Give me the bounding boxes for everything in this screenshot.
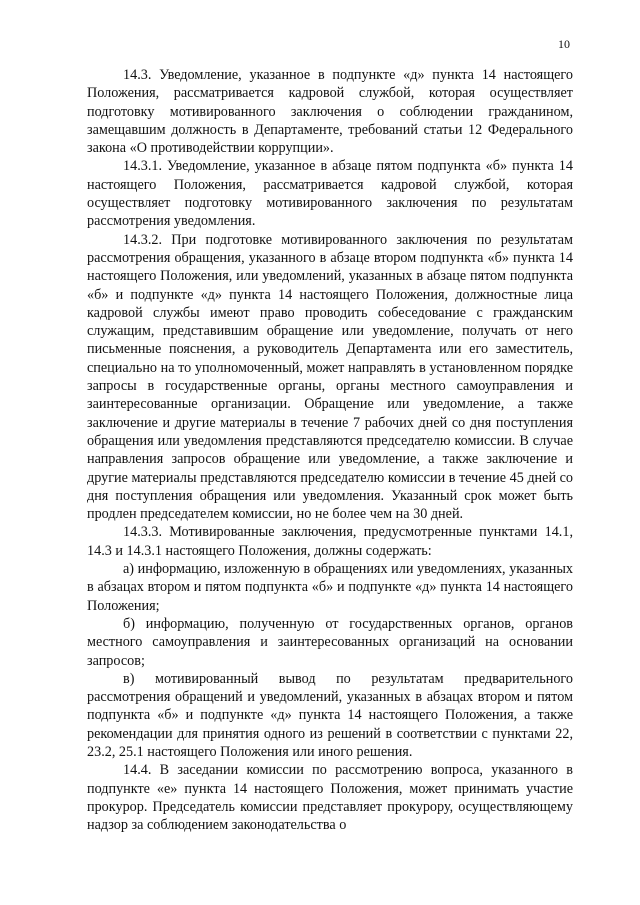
paragraph-14-3-3: 14.3.3. Мотивированные заключения, предусмотренные пунктами 14.1, 14.3 и 14.3.1 настоящего Положения, должны содержать: bbox=[87, 524, 573, 559]
paragraph-14-3-1: 14.3.1. Уведомление, указанное в абзаце пятом подпункта «б» пункта 14 настоящего Положения, рассматривается кадровой службой, которая осуществляет подготовку мотивированного заключения по результатам рассмотрения уведомления. bbox=[87, 158, 573, 230]
list-item-a: а) информацию, изложенную в обращениях или уведомлениях, указанных в абзацах втором и пятом подпункта «б» и подпункте «д» пункта 14 настоящего Положения; bbox=[87, 561, 573, 614]
paragraph-14-3: 14.3. Уведомление, указанное в подпункте «д» пункта 14 настоящего Положения, рассматривается кадровой службой, которая осуществляет подготовку мотивированного заключения о соблюдении гражданином, замещавшим должность в Департаменте, требований статьи 12 Федерального закона «О противодействии коррупции». bbox=[87, 67, 573, 157]
paragraph-14-3-2: 14.3.2. При подготовке мотивированного заключения по результатам рассмотрения обращения, указанного в абзаце втором подпункта «б» пункта 14 настоящего Положения, или уведомлений, указанных в абзаце пятом подпункта «б» и подпункте «д» пункта 14 настоящего Положения, должностные лица кадровой службы имеют право проводить собеседование с гражданским служащим, представившим обращение или уведомление, получать от него письменные пояснения, а руководитель Департамента или его заместитель, специально на то уполномоченный, может направлять в установленном порядке запросы в государственные органы, органы местного самоуправления и заинтересованные организации. Обращение или уведомление, а также заключение и другие материалы в течение 7 рабочих дней со дня поступления обращения или уведомления представляются председателю комиссии. В случае направления запросов обращение или уведомление, а также заключение и другие материалы представляются председателю комиссии в течение 45 дней со дня поступления обращения или уведомления. Указанный срок может быть продлен председателем комиссии, но не более чем на 30 дней. bbox=[87, 231, 573, 523]
list-item-v: в) мотивированный вывод по результатам предварительного рассмотрения обращений и уведомлений, указанных в абзацах втором и пятом подпункта «б» и подпункте «д» пункта 14 настоящего Положения, а также рекомендации для принятия одного из решений в соответствии с пунктами 22, 23.2, 25.1 настоящего Положения или иного решения. bbox=[87, 670, 573, 760]
page-number: 10 bbox=[558, 37, 570, 51]
document-body bbox=[87, 66, 573, 834]
list-item-b: б) информацию, полученную от государственных органов, органов местного самоуправления и заинтересованных организаций на основании запросов; bbox=[87, 615, 573, 669]
paragraph-14-4: 14.4. В заседании комиссии по рассмотрению вопроса, указанного в подпункте «е» пункта 14 настоящего Положения, может принимать участие прокурор. Председатель комиссии представляет прокурору, осуществляющему надзор за соблюдением законодательства о bbox=[87, 762, 573, 834]
